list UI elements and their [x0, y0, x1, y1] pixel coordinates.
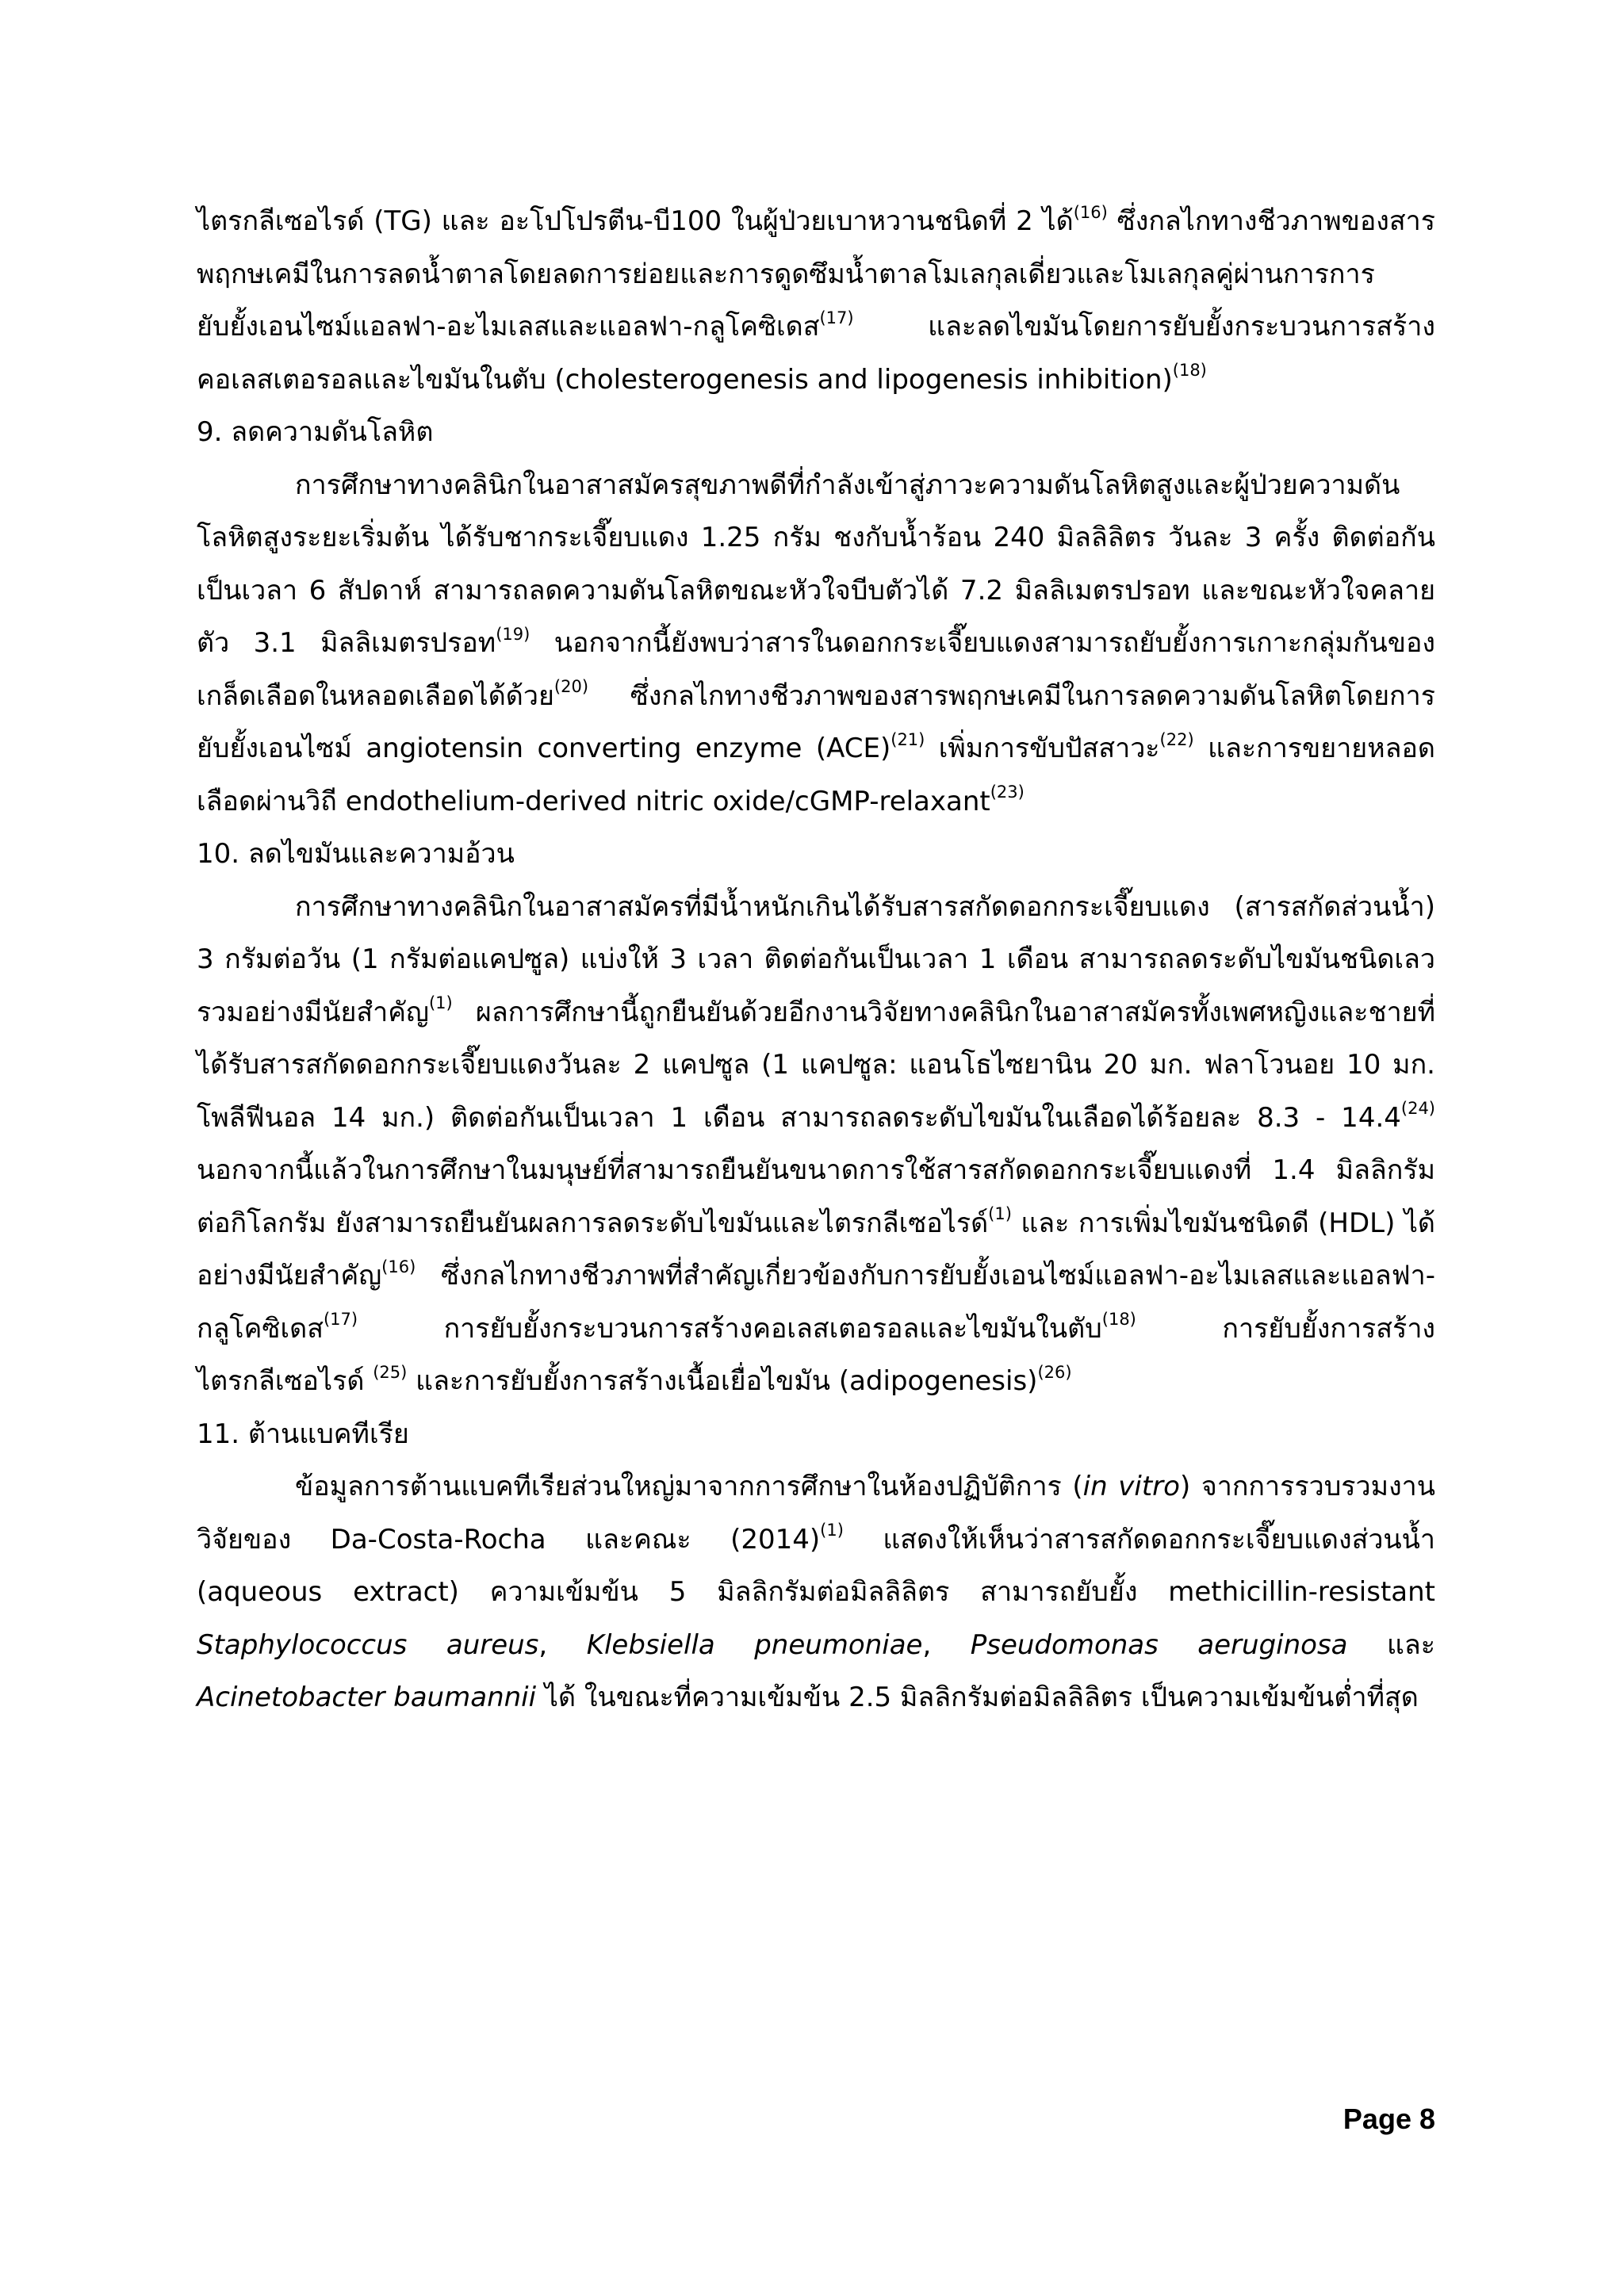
paragraph-antibacterial [197, 1460, 1435, 1724]
paragraph-blood-pressure [197, 459, 1435, 828]
text-run: ซึ่งกลไกทางชีวภาพที่สำคัญเกี่ยวข้องกับการยับยั้งเอนไซม์แอลฟา-อะไมเลสและแอลฟา-กลูโคซิเดส [197, 1260, 1435, 1345]
reference-marker: (1) [820, 1521, 844, 1540]
reference-marker: (1) [988, 1204, 1012, 1224]
species-name: Acinetobacter baumannii [197, 1682, 537, 1713]
species-name: Klebsiella pneumoniae [586, 1628, 923, 1661]
reference-marker: (26) [1037, 1362, 1072, 1382]
text-run: การศึกษาทางคลินิกในอาสาสมัครสุขภาพดีที่กำลังเข้าสู่ภาวะความดันโลหิตสูงและผู้ป่วยความดันโลหิตสูงระยะเริ่มต้น ได้รับชากระเจี๊ยบแดง 1.25 กรัม ชงกับน้ำร้อน 240 มิลลิลิตร วันละ 3 ครั้ง ติดต่อกันเป็นเวลา 6 สัปดาห์ สามารถลดความดันโลหิตขณะหัวใจบีบตัวได้ 7.2 มิลลิเมตรปรอท และขณะหัวใจคลายตัว 3.1 มิลลิเมตรปรอท [197, 469, 1435, 659]
text-run: และ [1347, 1628, 1435, 1661]
reference-marker: (24) [1400, 1099, 1435, 1119]
text-run: การศึกษาทางคลินิกในอาสาสมัครที่มีน้ำหนักเกินได้รับสารสกัดดอกกระเจี๊ยบแดง (สารสกัดส่วนน้ำ) 3 กรัมต่อวัน (1 กรัมต่อแคปซูล) แบ่งให้ 3 เวลา ติดต่อกันเป็นเวลา 1 เดือน สามารถลดระดับไขมันชนิดเลวรวมอย่างมีนัยสำคัญ [197, 890, 1435, 1028]
text-run: และการยับยั้งการสร้างเนื้อเยื่อไขมัน (adipogenesis) [407, 1365, 1038, 1397]
reference-marker: (19) [496, 624, 530, 644]
text-run: ) จากการรวบรวมงานวิจัยของ Da-Costa-Rocha และคณะ (2014) [197, 1471, 1435, 1556]
text-run: และลดไขมันโดยการยับยั้งกระบวนการสร้างคอเลสเตอรอลและไขมันในตับ (cholesterogenesis and lipogenesis inhibition) [197, 311, 1435, 396]
reference-marker: (1) [428, 993, 453, 1013]
section-heading-11: 11. ต้านแบคทีเรีย [197, 1418, 409, 1450]
reference-marker: (17) [323, 1310, 358, 1330]
text-run: แสดงให้เห็นว่าสารสกัดดอกกระเจี๊ยบแดงส่วนน้ำ (aqueous extract) ความเข้มข้น 5 มิลลิกรัมต่อมิลลิลิตร สามารถยับยั้ง methicillin-resistant [197, 1523, 1435, 1608]
section-heading-9: 9. ลดความดันโลหิต [197, 416, 434, 448]
text-run: และ การเพิ่มไขมันชนิดดี (HDL) ได้อย่างมีนัยสำคัญ [197, 1207, 1435, 1292]
paragraph-diabetes-mechanism [197, 195, 1435, 406]
text-run: , [538, 1628, 587, 1661]
reference-marker: (18) [1172, 361, 1207, 381]
italic-term: in vitro [1082, 1471, 1180, 1502]
reference-marker: (17) [819, 308, 854, 327]
text-run: การยับยั้งการสร้างไตรกลีเซอไรด์ [197, 1312, 1436, 1397]
species-name: Staphylococcus aureus [197, 1628, 539, 1661]
reference-marker: (21) [891, 729, 925, 749]
text-run: ซึ่งกลไกทางชีวภาพของสารพฤกษเคมีในการลดความดันโลหิตโดยการยับยั้งเอนไซม์ angiotensin converting enzyme (ACE) [197, 679, 1435, 764]
document-body [197, 195, 1435, 1724]
reference-marker: (18) [1101, 1310, 1136, 1330]
text-run: เพิ่มการขับปัสสาวะ [925, 733, 1160, 764]
reference-marker: (16) [1073, 202, 1108, 222]
reference-marker: (20) [553, 677, 589, 697]
text-run: การยับยั้งกระบวนการสร้างคอเลสเตอรอลและไขมันในตับ [358, 1312, 1102, 1345]
text-run: ซึ่งกลไกทางชีวภาพของสารพฤกษเคมีในการลดน้ำตาลโดยลดการย่อยและการดูดซึมน้ำตาลโมเลกุลเดี่ยวและโมเลกุลคู่ผ่านการการยับยั้งเอนไซม์แอลฟา-อะไมเลสและแอลฟา-กลูโคซิเดส [197, 205, 1435, 342]
text-run: ไตรกลีเซอไรด์ (TG) และ อะโปโปรตีน-บี100 ในผู้ป่วยเบาหวานชนิดที่ 2 ได้ [197, 205, 1074, 237]
text-run: ผลการศึกษานี้ถูกยืนยันด้วยอีกงานวิจัยทางคลินิกในอาสาสมัครทั้งเพศหญิงและชายที่ได้รับสารสกัดดอกกระเจี๊ยบแดงวันละ 2 แคปซูล (1 แคปซูล: แอนโธไซยานิน 20 มก. ฟลาโวนอย 10 มก. โพลีฟีนอล 14 มก.) ติดต่อกันเป็นเวลา 1 เดือน สามารถลดระดับไขมันในเลือดได้ร้อยละ 8.3 - 14.4 [197, 996, 1435, 1134]
species-name: Pseudomonas aeruginosa [970, 1628, 1348, 1661]
text-run: , [922, 1628, 971, 1661]
reference-marker: (25) [373, 1362, 408, 1382]
section-heading-10: 10. ลดไขมันและความอ้วน [197, 838, 515, 870]
text-run: ได้ ในขณะที่ความเข้มข้น 2.5 มิลลิกรัมต่อมิลลิลิตร เป็นความเข้มข้นต่ำที่สุด [536, 1682, 1419, 1713]
text-run: นอกจากนี้ยังพบว่าสารในดอกกระเจี๊ยบแดงสามารถยับยั้งการเกาะกลุ่มกันของเกล็ดเลือดในหลอดเลือดได้ด้วย [197, 627, 1435, 712]
text-run: นอกจากนี้แล้วในการศึกษาในมนุษย์ที่สามารถยืนยันขนาดการใช้สารสกัดดอกกระเจี๊ยบแดงที่ 1.4 มิลลิกรัมต่อกิโลกรัม ยังสามารถยืนยันผลการลดระดับไขมันและไตรกลีเซอไรด์ [197, 1154, 1435, 1239]
text-run: และการขยายหลอดเลือดผ่านวิถี endothelium-derived nitric oxide/cGMP-relaxant [197, 733, 1435, 817]
page-number: Page 8 [1342, 2103, 1435, 2135]
paragraph-lipid-obesity [197, 881, 1435, 1408]
reference-marker: (16) [381, 1257, 416, 1276]
reference-marker: (23) [990, 783, 1025, 802]
text-run: ข้อมูลการต้านแบคทีเรียส่วนใหญ่มาจากการศึกษาในห้องปฏิบัติการ ( [295, 1471, 1083, 1502]
reference-marker: (22) [1159, 729, 1194, 749]
